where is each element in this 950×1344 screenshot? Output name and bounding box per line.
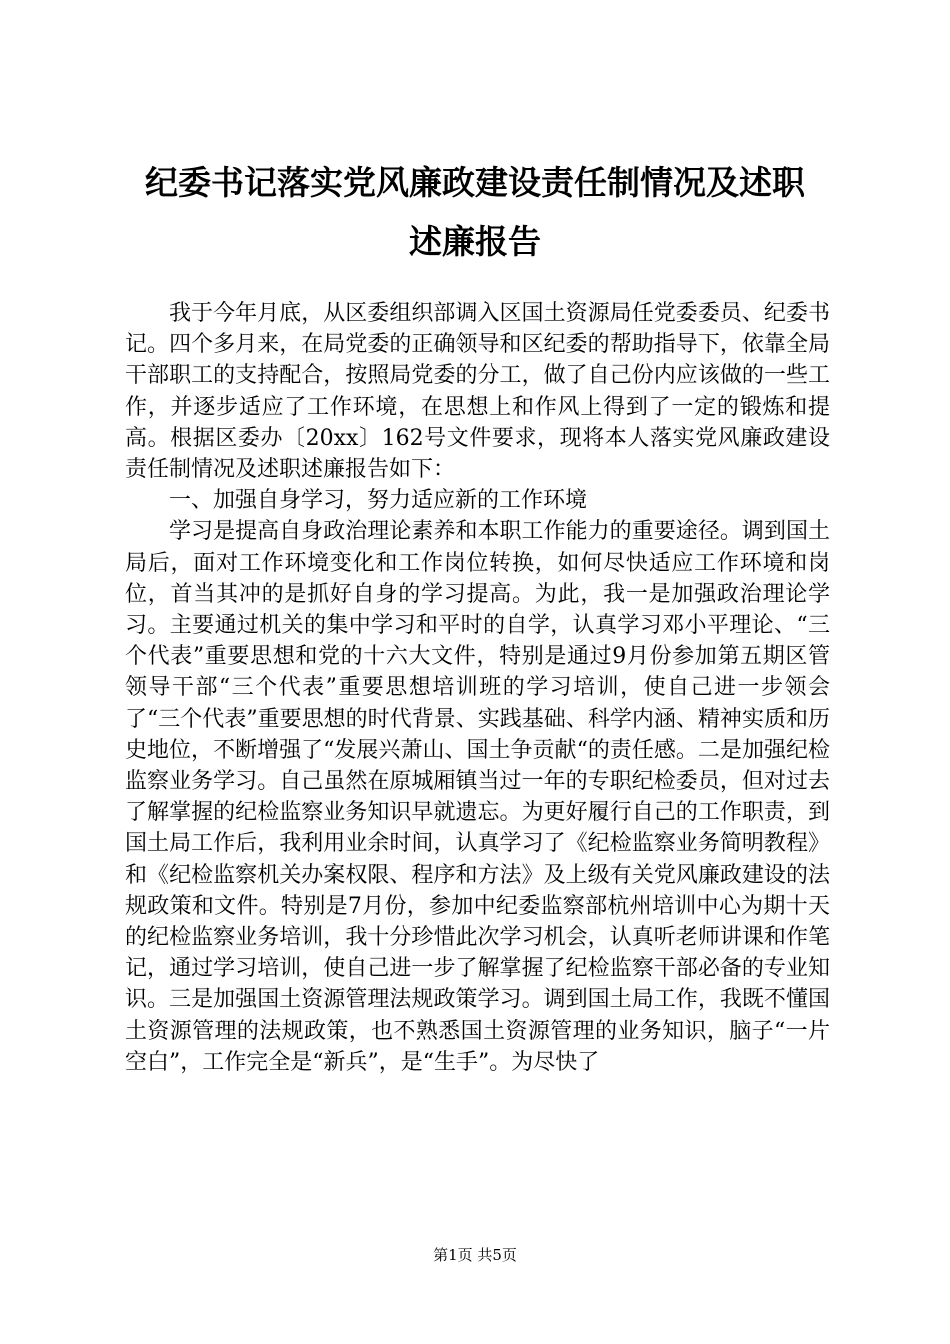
document-body (125, 298, 830, 1078)
section-heading-1: 一、加强自身学习，努力适应新的工作环境 (169, 488, 588, 514)
document-title-line-2: 述廉报告 (409, 222, 541, 261)
paragraph-study: 学习是提高自身政治理论素养和本职工作能力的重要途径。调到国土局后，面对工作环境变化和工作岗位转换，如何尽快适应工作环境和岗位，首当其冲的是抓好自身的学习提高。为此，我一是加强政治理论学习。主要通过机关的集中学习和平时的自学，认真学习邓小平理论、“三个代表”重要思想和党的十六大文件，特别是通过9月份参加第五期区管领导干部“三个代表”重要思想培训班的学习培训，使自己进一步领会了“三个代表”重要思想的时代背景、实践基础、科学内涵、精神实质和历史地位，不断增强了“发展兴萧山、国土争贡献“的责任感。二是加强纪检监察业务学习。自己虽然在原城厢镇当过一年的专职纪检委员，但对过去了解掌握的纪检监察业务知识早就遗忘。为更好履行自己的工作职责，到国土局工作后，我利用业余时间，认真学习了《纪检监察业务简明教程》和《纪检监察机关办案权限、程序和方法》及上级有关党风廉政建设的法规政策和文件。特别是7月份，参加中纪委监察部杭州培训中心为期十天的纪检监察业务培训，我十分珍惜此次学习机会，认真听老师讲课和作笔记，通过学习培训，使自己进一步了解掌握了纪检监察干部必备的专业知识。三是加强国土资源管理法规政策学习。调到国土局工作，我既不懂国土资源管理的法规政策，也不熟悉国土资源管理的业务知识，脑子“一片空白”，工作完全是“新兵”，是“生手”。为尽快了 (125, 519, 830, 1075)
page-number-footer: 第1页 共5页 (433, 1246, 517, 1264)
paragraph-intro: 我于今年月底，从区委组织部调入区国土资源局任党委委员、纪委书记。四个多月来，在局党委的正确领导和区纪委的帮助指导下，依靠全局干部职工的支持配合，按照局党委的分工，做了自己份内应该做的一些工作，并逐步适应了工作环境，在思想上和作风上得到了一定的锻炼和提高。根据区委办〔20xx〕162号文件要求，现将本人落实党风廉政建设责任制情况及述职述廉报告如下： (125, 301, 830, 483)
document-title-line-1: 纪委书记落实党风廉政建设责任制情况及述职 (145, 163, 805, 202)
